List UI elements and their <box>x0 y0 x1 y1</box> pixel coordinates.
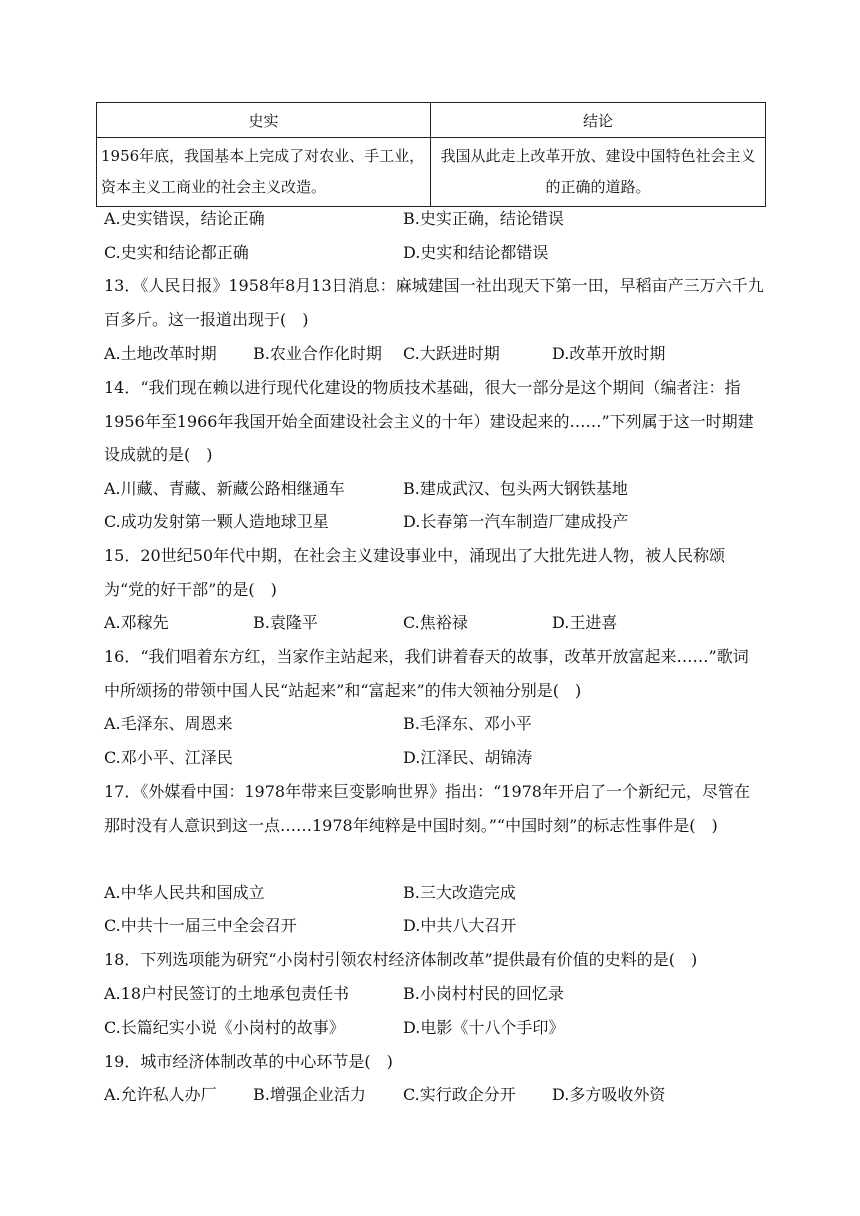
q15-stem: 15．20世纪50年代中期，在社会主义建设事业中，涌现出了大批先进人物，被人民称颂为“党的好干部”的是( ) <box>104 546 726 599</box>
q14-option-d: D.长春第一汽车制造厂建成投产 <box>403 512 629 531</box>
q18-stem: 18．下列选项能为研究“小岗村引领农村经济体制改革”提供最有价值的史料的是( ) <box>104 950 698 969</box>
q15-option-b: B.袁隆平 <box>253 613 318 632</box>
q14-option-a: A.川藏、青藏、新藏公路相继通车 <box>104 479 345 498</box>
q16-option-d: D.江泽民、胡锦涛 <box>403 748 533 767</box>
q16-stem: 16．“我们唱着东方红，当家作主站起来，我们讲着春天的故事，改革开放富起来……”歌词中所颂扬的带领中国人民“站起来”和“富起来”的伟大领袖分别是( ) <box>104 647 749 700</box>
q18-option-b: B.小岗村村民的回忆录 <box>403 984 564 1003</box>
q13-option-b: B.农业合作化时期 <box>253 344 382 363</box>
q12-option-b: B.史实正确，结论错误 <box>403 209 564 228</box>
q16-option-a: A.毛泽东、周恩来 <box>104 714 233 733</box>
q18-option-d: D.电影《十八个手印》 <box>403 1018 565 1037</box>
q16-option-b: B.毛泽东、邓小平 <box>403 714 532 733</box>
table-cell-fact: 1956年底，我国基本上完成了对农业、手工业，资本主义工商业的社会主义改造。 <box>97 138 431 207</box>
table-header-conclusion: 结论 <box>431 103 766 138</box>
q19-option-a: A.允许私人办厂 <box>104 1085 217 1104</box>
q19-option-b: B.增强企业活力 <box>253 1085 366 1104</box>
q17-option-c: C.中共十一届三中全会召开 <box>104 916 297 935</box>
q15-option-c: C.焦裕禄 <box>403 613 468 632</box>
q19-option-c: C.实行政企分开 <box>403 1085 516 1104</box>
q13-option-c: C.大跃进时期 <box>403 344 500 363</box>
table-cell-conclusion: 我国从此走上改革开放、建设中国特色社会主义的正确的道路。 <box>431 138 766 207</box>
table-header-row <box>97 103 766 138</box>
q17-option-d: D.中共八大召开 <box>403 916 517 935</box>
table-header-fact: 史实 <box>97 103 431 138</box>
q17-option-a: A.中华人民共和国成立 <box>104 883 265 902</box>
q14-option-b: B.建成武汉、包头两大钢铁基地 <box>403 479 628 498</box>
q15-option-d: D.王进喜 <box>552 613 618 632</box>
table-row <box>97 138 766 207</box>
q14-stem: 14．“我们现在赖以进行现代化建设的物质技术基础，很大一部分是这个期间（编者注：指1956年至1966年我国开始全面建设社会主义的十年）建设起来的……”下列属于这一时期建设成就的是( ) <box>104 378 754 464</box>
q19-option-d: D.多方吸收外资 <box>552 1085 666 1104</box>
q17-stem: 17．《外媒看中国：1978年带来巨变影响世界》指出：“1978年开启了一个新纪元，尽管在那时没有人意识到这一点……1978年纯粹是中国时刻。”“中国时刻”的标志性事件是( ) <box>104 782 750 835</box>
q18-option-a: A.18户村民签订的土地承包责任书 <box>104 984 350 1003</box>
q17-option-b: B.三大改造完成 <box>403 883 516 902</box>
q12-option-d: D.史实和结论都错误 <box>403 243 549 262</box>
q12-option-a: A.史实错误，结论正确 <box>104 209 265 228</box>
fact-conclusion-table <box>96 102 766 207</box>
q14-option-c: C.成功发射第一颗人造地球卫星 <box>104 512 329 531</box>
q13-option-d: D.改革开放时期 <box>552 344 666 363</box>
q13-option-a: A.土地改革时期 <box>104 344 217 363</box>
q19-stem: 19．城市经济体制改革的中心环节是( ) <box>104 1052 393 1071</box>
q16-option-c: C.邓小平、江泽民 <box>104 748 233 767</box>
q12-option-c: C.史实和结论都正确 <box>104 243 249 262</box>
q15-option-a: A.邓稼先 <box>104 613 169 632</box>
q18-option-c: C.长篇纪实小说《小岗村的故事》 <box>104 1018 345 1037</box>
q13-stem: 13．《人民日报》1958年8月13日消息：麻城建国一社出现天下第一田，早稻亩产三万六千九百多斤。这一报道出现于( ) <box>104 276 764 329</box>
